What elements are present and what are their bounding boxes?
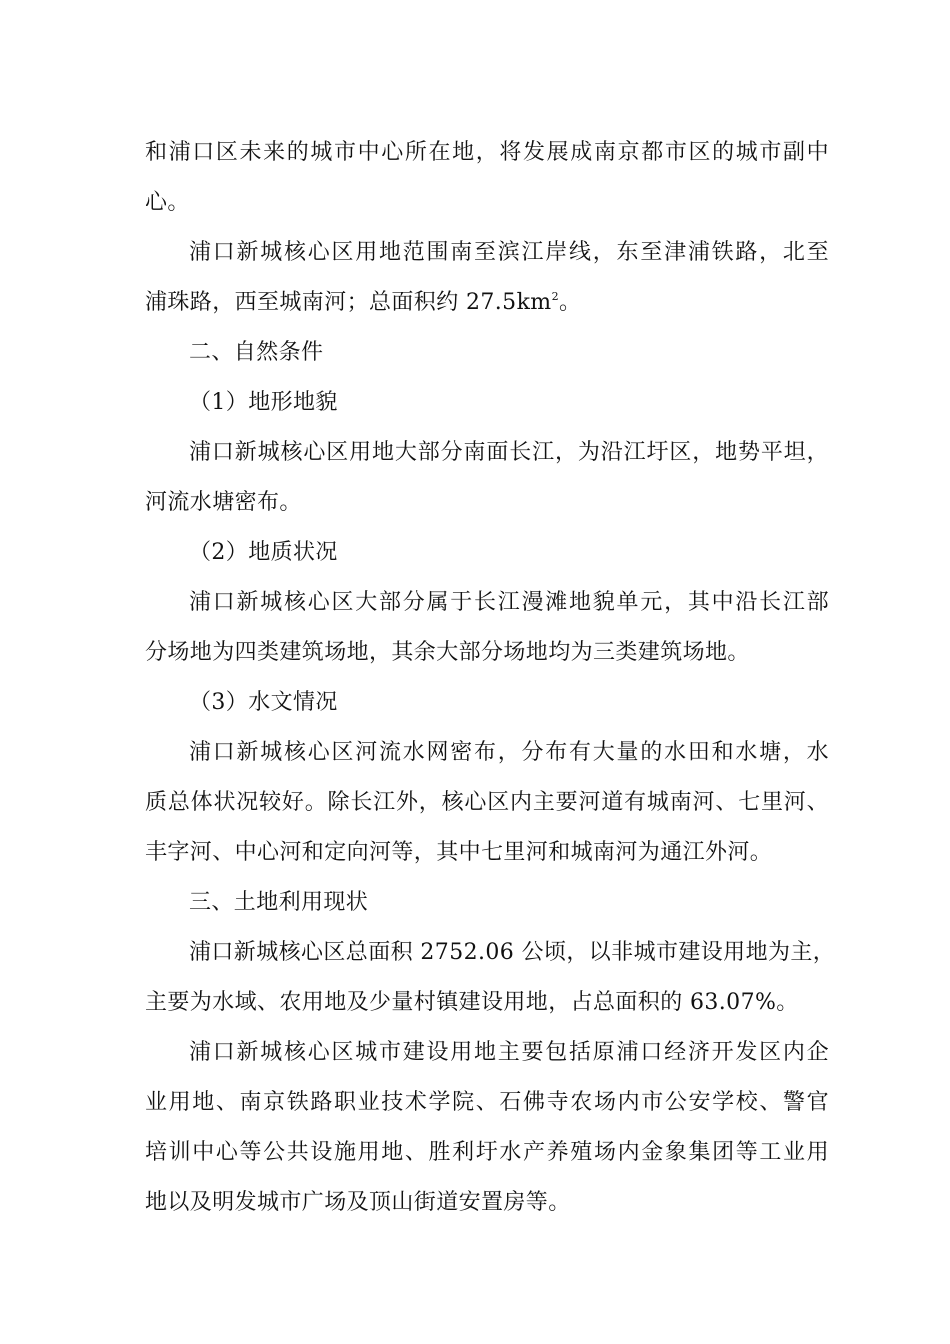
area-superscript: 2 [551, 290, 559, 303]
paragraph-line: 丰字河、中心河和定向河等，其中七里河和城南河为通江外河。 [145, 840, 773, 865]
paragraph-line: 浦口新城核心区总面积 2752.06 公顷，以非城市建设用地为主， [189, 940, 836, 965]
area-tail: 。 [558, 290, 582, 315]
paragraph-line: 质总体状况较好。除长江外，核心区内主要河道有城南河、七里河、 [145, 790, 829, 815]
paragraph-line: 浦口新城核心区河流水网密布，分布有大量的水田和水塘，水 [189, 740, 829, 765]
paragraph-line: 地以及明发城市广场及顶山街道安置房等。 [145, 1190, 571, 1215]
subsection-heading: （1）地形地貌 [189, 390, 338, 415]
paragraph-line: 浦口新城核心区用地范围南至滨江岸线，东至津浦铁路，北至 [189, 240, 829, 265]
subsection-heading: （3）水文情况 [189, 690, 338, 715]
paragraph-line: 浦口新城核心区用地大部分南面长江，为沿江圩区，地势平坦， [189, 440, 829, 465]
section-heading: 三、土地利用现状 [189, 890, 369, 915]
paragraph-line: 和浦口区未来的城市中心所在地，将发展成南京都市区的城市副中 [145, 140, 829, 165]
paragraph-line: 浦口新城核心区大部分属于长江漫滩地貌单元，其中沿长江部 [189, 590, 829, 615]
paragraph-line: 心。 [145, 190, 190, 215]
paragraph-line: 浦口新城核心区城市建设用地主要包括原浦口经济开发区内企 [189, 1040, 829, 1065]
subsection-heading: （2）地质状况 [189, 540, 338, 565]
paragraph-line [145, 278, 829, 328]
paragraph-line: 业用地、南京铁路职业技术学院、石佛寺农场内市公安学校、警官 [145, 1090, 829, 1115]
paragraph-line: 河流水塘密布。 [145, 490, 302, 515]
paragraph-line: 主要为水域、农用地及少量村镇建设用地，占总面积的 63.07%。 [145, 990, 799, 1015]
document-body [145, 128, 836, 1228]
paragraph-line: 培训中心等公共设施用地、胜利圩水产养殖场内金象集团等工业用 [145, 1140, 829, 1165]
section-heading: 二、自然条件 [189, 340, 324, 365]
paragraph-line: 分场地为四类建筑场地，其余大部分场地均为三类建筑场地。 [145, 640, 750, 665]
area-text: 浦珠路，西至城南河；总面积约 27.5km [145, 290, 552, 315]
